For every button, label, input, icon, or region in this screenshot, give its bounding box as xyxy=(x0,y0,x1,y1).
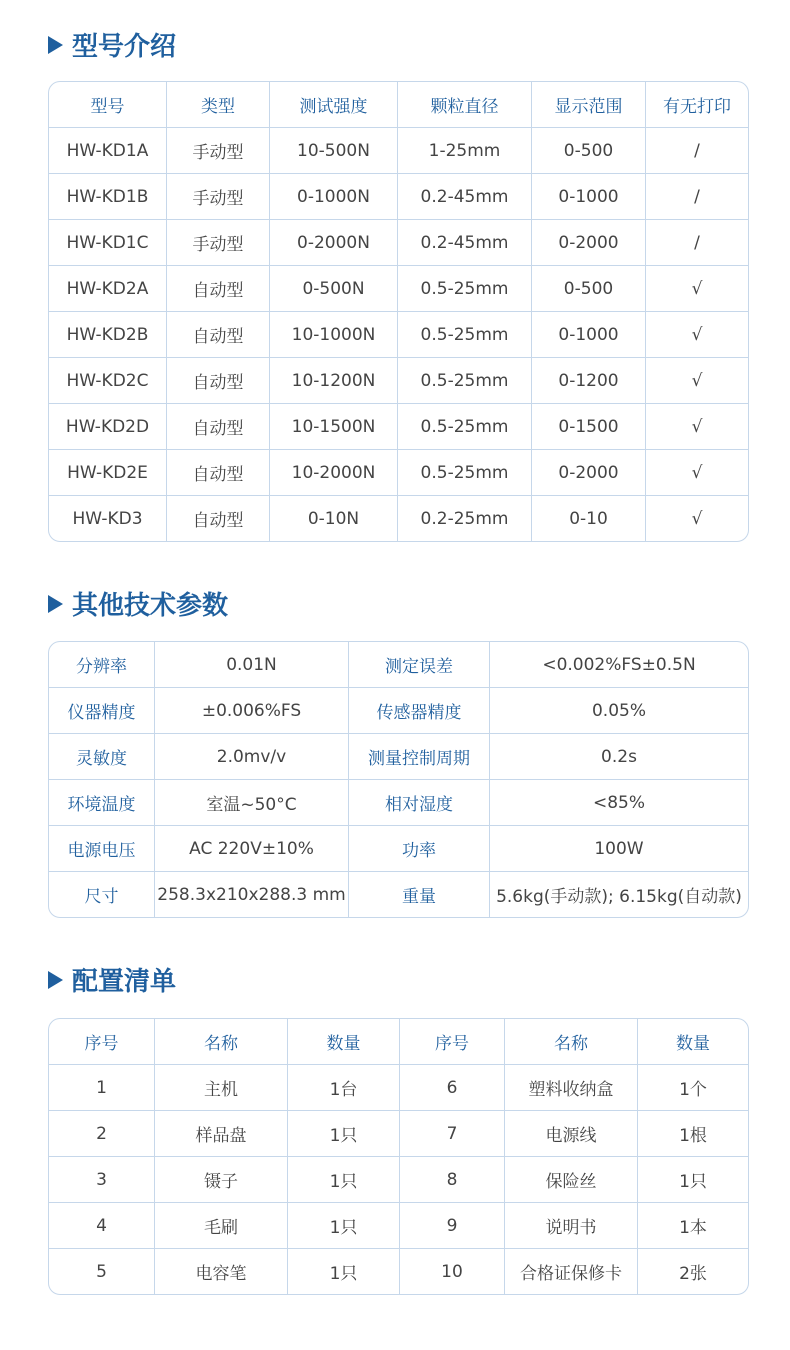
table-cell: 尺寸 xyxy=(84,887,119,907)
table-row xyxy=(49,687,748,733)
section-title-text: 配置清单 xyxy=(72,967,177,997)
table-cell: 主机 xyxy=(154,1065,287,1110)
table-row xyxy=(49,265,748,311)
table-cell: 1只 xyxy=(287,1157,399,1202)
table-cell: 重量 xyxy=(348,872,489,917)
table-cell: / xyxy=(645,220,748,265)
table-cell: 10-1000N xyxy=(269,312,397,357)
table-cell: 1只 xyxy=(287,1203,399,1248)
table-header-row xyxy=(49,1019,748,1064)
table-cell: 手动型 xyxy=(166,174,269,219)
table-cell: 0.01N xyxy=(154,642,348,687)
table-cell: 10-1200N xyxy=(269,358,397,403)
table-header-cell: 类型 xyxy=(166,82,269,127)
table-header-row xyxy=(49,82,748,127)
table-cell: HW-KD2A xyxy=(66,278,149,299)
table-cell: 1只 xyxy=(637,1157,748,1202)
table-row xyxy=(49,779,748,825)
table-cell: 自动型 xyxy=(166,358,269,403)
table-cell: 0-500 xyxy=(531,128,645,173)
table-cell: 0.2s xyxy=(489,734,748,779)
table-cell: ±0.006%FS xyxy=(154,688,348,733)
table-cell: HW-KD2D xyxy=(65,416,150,437)
table-cell: HW-KD1B xyxy=(66,186,149,207)
table-cell: √ xyxy=(645,266,748,311)
table-cell: 电源线 xyxy=(504,1111,637,1156)
table-cell: 1只 xyxy=(287,1249,399,1294)
table-cell: 自动型 xyxy=(166,266,269,311)
table-header-cell: 数量 xyxy=(287,1019,399,1064)
table-header-cell: 颗粒直径 xyxy=(397,82,531,127)
table-cell: 测量控制周期 xyxy=(348,734,489,779)
section-title-models xyxy=(48,26,176,63)
table-cell: 7 xyxy=(399,1111,504,1156)
table-cell: √ xyxy=(645,450,748,495)
table-cell: 2 xyxy=(96,1123,107,1144)
table-cell: 手动型 xyxy=(166,128,269,173)
table-cell: / xyxy=(645,174,748,219)
table-cell: 1-25mm xyxy=(397,128,531,173)
table-cell: 自动型 xyxy=(166,450,269,495)
table-header-cell: 序号 xyxy=(84,1034,119,1054)
table-cell: 0-1000N xyxy=(269,174,397,219)
table-row xyxy=(49,403,748,449)
table-cell: 说明书 xyxy=(504,1203,637,1248)
table-header-cell: 有无打印 xyxy=(645,82,748,127)
table-cell: 0.5-25mm xyxy=(397,312,531,357)
table-cell: <0.002%FS±0.5N xyxy=(489,642,748,687)
section-title-text: 型号介绍 xyxy=(72,32,177,62)
table-row xyxy=(49,1248,748,1294)
table-cell: 0.5-25mm xyxy=(397,266,531,311)
table-header-cell: 序号 xyxy=(399,1019,504,1064)
table-cell: 10-2000N xyxy=(269,450,397,495)
table-cell: 0.5-25mm xyxy=(397,404,531,449)
table-header-cell: 名称 xyxy=(154,1019,287,1064)
table-cell: 4 xyxy=(96,1215,107,1236)
table-cell: 自动型 xyxy=(166,404,269,449)
table-cell: 0.5-25mm xyxy=(397,450,531,495)
table-cell: 2.0mv/v xyxy=(154,734,348,779)
table-row xyxy=(49,495,748,541)
table-row xyxy=(49,357,748,403)
triangle-bullet-icon xyxy=(48,971,63,989)
table-cell: 镊子 xyxy=(154,1157,287,1202)
table-cell: 6 xyxy=(399,1065,504,1110)
table-cell: 测定误差 xyxy=(348,642,489,687)
table-cell: 9 xyxy=(399,1203,504,1248)
table-cell: 毛刷 xyxy=(154,1203,287,1248)
table-row xyxy=(49,871,748,917)
table-cell: 10-1500N xyxy=(269,404,397,449)
table-row xyxy=(49,219,748,265)
table-cell: 0-10 xyxy=(531,496,645,541)
table-cell: 室温~50°C xyxy=(154,780,348,825)
table-cell: HW-KD1A xyxy=(66,140,149,161)
table-header-cell: 名称 xyxy=(504,1019,637,1064)
table-cell: 电容笔 xyxy=(154,1249,287,1294)
table-cell: 0.5-25mm xyxy=(397,358,531,403)
table-cell: 0-1500 xyxy=(531,404,645,449)
table-cell: 1只 xyxy=(287,1111,399,1156)
table-cell: 0-10N xyxy=(269,496,397,541)
table-cell: 样品盘 xyxy=(154,1111,287,1156)
table-cell: <85% xyxy=(489,780,748,825)
table-cell: 0-500 xyxy=(531,266,645,311)
params-table xyxy=(48,641,749,918)
table-cell: 0-500N xyxy=(269,266,397,311)
table-row xyxy=(49,1156,748,1202)
table-cell: 灵敏度 xyxy=(76,749,127,769)
table-cell: 环境温度 xyxy=(67,795,136,815)
table-row xyxy=(49,1110,748,1156)
table-cell: 1台 xyxy=(287,1065,399,1110)
table-row xyxy=(49,173,748,219)
table-row xyxy=(49,1202,748,1248)
table-cell: 0.2-45mm xyxy=(397,174,531,219)
section-title-params xyxy=(48,585,228,622)
table-cell: 8 xyxy=(399,1157,504,1202)
table-cell: √ xyxy=(645,496,748,541)
table-cell: 自动型 xyxy=(166,496,269,541)
table-row xyxy=(49,825,748,871)
table-cell: HW-KD1C xyxy=(66,232,149,253)
table-cell: 5 xyxy=(96,1261,107,1282)
table-cell: 258.3x210x288.3 mm xyxy=(154,872,348,917)
table-cell: 2张 xyxy=(637,1249,748,1294)
table-cell: 1 xyxy=(96,1077,107,1098)
table-cell: √ xyxy=(645,358,748,403)
table-cell: HW-KD2B xyxy=(66,324,149,345)
table-cell: 仪器精度 xyxy=(67,703,136,723)
table-row xyxy=(49,733,748,779)
table-cell: 10 xyxy=(399,1249,504,1294)
table-cell: 电源电压 xyxy=(67,841,136,861)
table-cell: HW-KD2E xyxy=(67,462,148,483)
table-row xyxy=(49,311,748,357)
table-header-cell: 显示范围 xyxy=(531,82,645,127)
table-cell: / xyxy=(645,128,748,173)
model-table xyxy=(48,81,749,542)
table-cell: 手动型 xyxy=(166,220,269,265)
table-cell: 0.05% xyxy=(489,688,748,733)
table-cell: 0.2-45mm xyxy=(397,220,531,265)
table-cell: 100W xyxy=(489,826,748,871)
table-cell: 自动型 xyxy=(166,312,269,357)
table-row xyxy=(49,449,748,495)
section-title-text: 其他技术参数 xyxy=(72,591,229,621)
table-cell: 1个 xyxy=(637,1065,748,1110)
table-cell: 0-1000 xyxy=(531,312,645,357)
section-title-config xyxy=(48,961,176,998)
table-cell: 0-1000 xyxy=(531,174,645,219)
table-cell: 相对湿度 xyxy=(348,780,489,825)
table-cell: 分辨率 xyxy=(76,657,127,677)
table-cell: √ xyxy=(645,312,748,357)
table-cell: 0.2-25mm xyxy=(397,496,531,541)
table-cell: 传感器精度 xyxy=(348,688,489,733)
table-cell: 0-2000 xyxy=(531,220,645,265)
config-table xyxy=(48,1018,749,1295)
table-header-cell: 测试强度 xyxy=(269,82,397,127)
table-cell: 保险丝 xyxy=(504,1157,637,1202)
table-cell: 0-2000 xyxy=(531,450,645,495)
table-cell: 功率 xyxy=(348,826,489,871)
table-cell: HW-KD2C xyxy=(66,370,149,391)
table-cell: HW-KD3 xyxy=(72,508,143,529)
triangle-bullet-icon xyxy=(48,36,63,54)
table-cell: 0-2000N xyxy=(269,220,397,265)
table-cell: 合格证保修卡 xyxy=(504,1249,637,1294)
table-cell: 1根 xyxy=(637,1111,748,1156)
table-row xyxy=(49,642,748,687)
table-cell: 1本 xyxy=(637,1203,748,1248)
table-row xyxy=(49,1064,748,1110)
table-row xyxy=(49,127,748,173)
table-cell: √ xyxy=(645,404,748,449)
table-cell: AC 220V±10% xyxy=(154,826,348,871)
table-cell: 0-1200 xyxy=(531,358,645,403)
triangle-bullet-icon xyxy=(48,595,63,613)
table-cell: 10-500N xyxy=(269,128,397,173)
table-header-cell: 型号 xyxy=(90,97,125,117)
table-header-cell: 数量 xyxy=(637,1019,748,1064)
table-cell: 3 xyxy=(96,1169,107,1190)
table-cell: 5.6kg(手动款); 6.15kg(自动款) xyxy=(489,872,748,917)
table-cell: 塑料收纳盒 xyxy=(504,1065,637,1110)
